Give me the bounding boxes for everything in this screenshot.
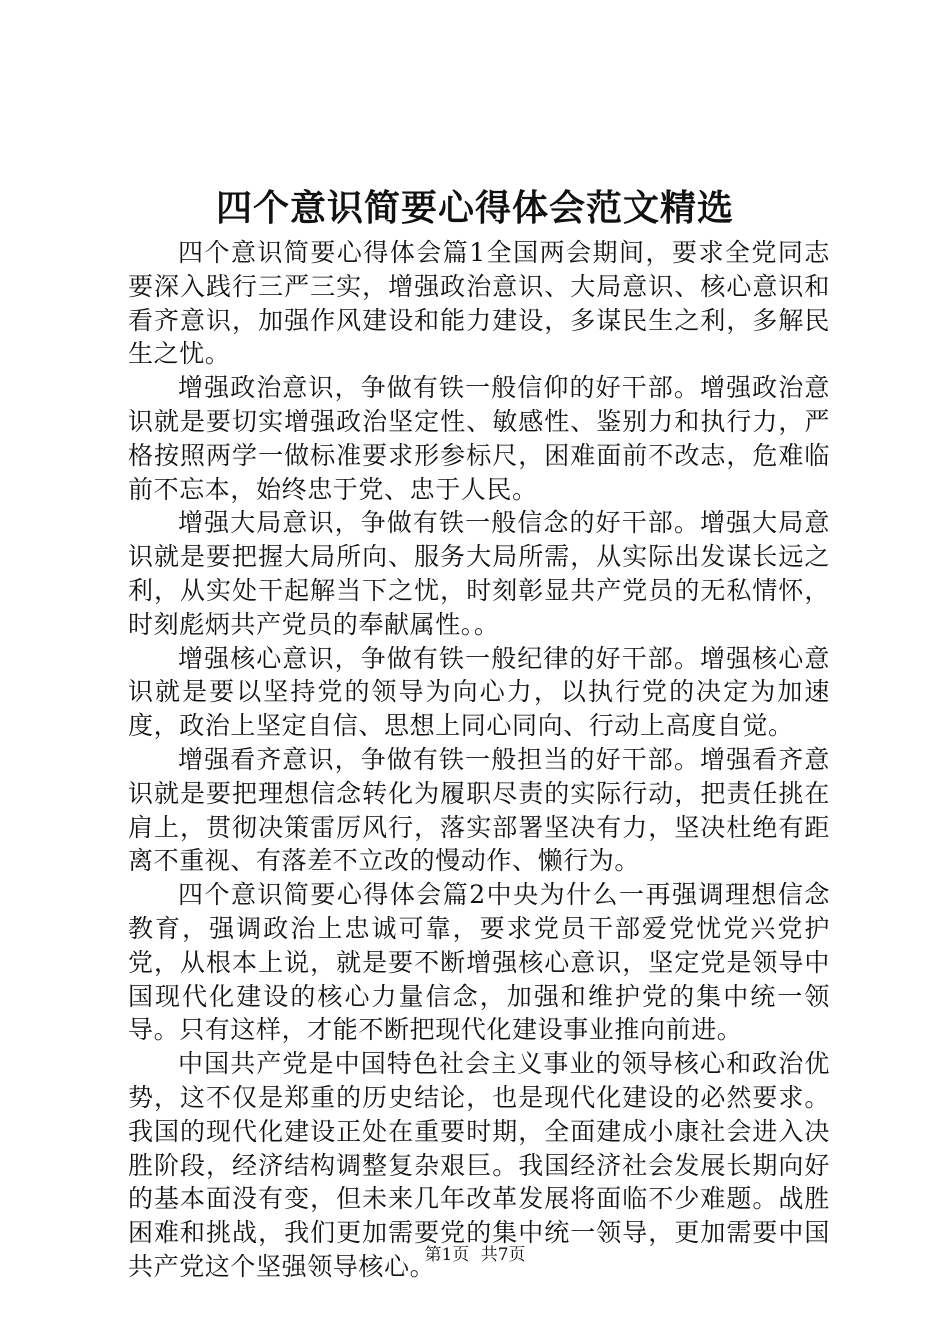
paragraph-7: 中国共产党是中国特色社会主义事业的领导核心和政治优势，这不仅是郑重的历史结论，也是现代化建设的必然要求。我国的现代化建设正处在重要时期，全面建成小康社会进入决胜阶段，经济结构调整复杂艰巨。我国经济社会发展长期向好的基本面没有变，但未来几年改革发展将面临不少难题。战胜困难和挑战，我们更加需要党的集中统一领导，更加需要中国共产党这个坚强领导核心。 xyxy=(128,1049,830,1281)
document-body xyxy=(128,236,830,1284)
page-footer xyxy=(0,1243,950,1267)
paragraph-1: 四个意识简要心得体会篇1全国两会期间，要求全党同志要深入践行三严三实，增强政治意识、大局意识、核心意识和看齐意识，加强作风建设和能力建设，多谋民生之利，多解民生之忧。 xyxy=(128,238,830,369)
page-number: 第1页 xyxy=(424,1245,470,1265)
paragraph-2: 增强政治意识，争做有铁一般信仰的好干部。增强政治意识就是要切实增强政治坚定性、敏感性、鉴别力和执行力，严格按照两学一做标准要求形参标尺，困难面前不改志，危难临前不忘本，始终忠于党、忠于人民。 xyxy=(128,373,830,504)
paragraph-3: 增强大局意识，争做有铁一般信念的好干部。增强大局意识就是要把握大局所向、服务大局所需，从实际出发谋长远之利，从实处干起解当下之忧，时刻彰显共产党员的无私情怀，时刻彪炳共产党员的奉献属性。。 xyxy=(128,508,830,639)
paragraph-6: 四个意识简要心得体会篇2中央为什么一再强调理想信念教育，强调政治上忠诚可靠，要求党员干部爱党忧党兴党护党，从根本上说，就是要不断增强核心意识，坚定党是领导中国现代化建设的核心力量信念，加强和维护党的集中统一领导。只有这样，才能不断把现代化建设事业推向前进。 xyxy=(128,880,830,1045)
paragraph-5: 增强看齐意识，争做有铁一般担当的好干部。增强看齐意识就是要把理想信念转化为履职尽责的实际行动，把责任挑在肩上，贯彻决策雷厉风行，落实部署坚决有力，坚决杜绝有距离不重视、有落差不立改的慢动作、懒行为。 xyxy=(128,744,830,876)
page-count: 共7页 xyxy=(480,1245,526,1265)
document-title: 四个意识简要心得体会范文精选 xyxy=(215,187,734,229)
paragraph-4: 增强核心意识，争做有铁一般纪律的好干部。增强核心意识就是要以坚持党的领导为向心力，以执行党的决定为加速度，政治上坚定自信、思想上同心同向、行动上高度自觉。 xyxy=(128,643,830,741)
